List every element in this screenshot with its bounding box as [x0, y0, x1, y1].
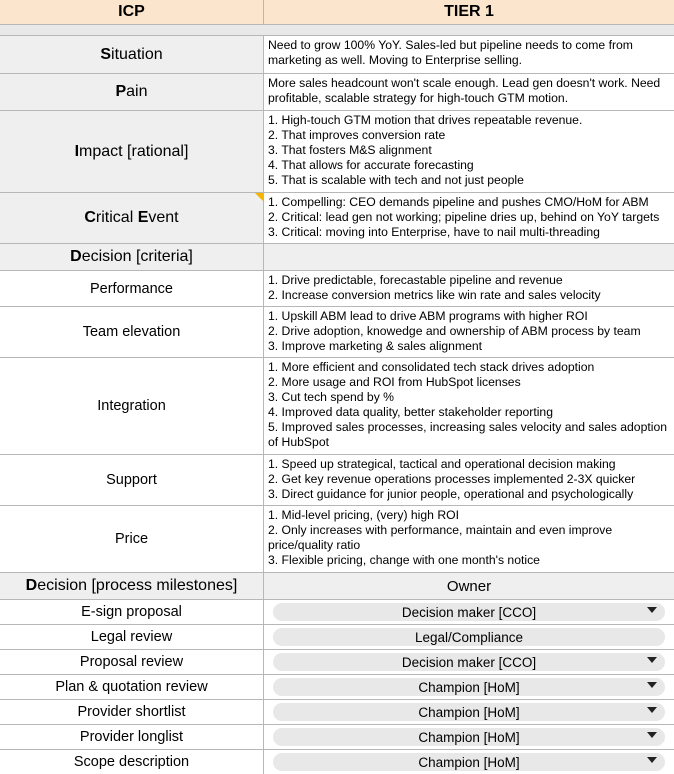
milestone-label[interactable]: Provider longlist [0, 725, 264, 750]
milestone-label[interactable]: Proposal review [0, 650, 264, 675]
decision-criteria-row[interactable] [0, 244, 674, 271]
criteria-row-price[interactable] [0, 506, 674, 573]
owner-cell[interactable] [264, 650, 674, 675]
situation-label[interactable]: Situation [0, 36, 264, 74]
criteria-row-integration[interactable] [0, 358, 674, 455]
criteria-text[interactable]: 1. Drive predictable, forecastable pipeline and revenue 2. Increase conversion metrics like win rate and sales velocity [264, 271, 674, 307]
criteria-label[interactable]: Team elevation [0, 307, 264, 358]
owner-cell[interactable] [264, 625, 674, 650]
critical-event-label[interactable]: Critical Event [0, 193, 264, 244]
owner-header[interactable]: Owner [264, 573, 674, 600]
impact-text[interactable]: 1. High-touch GTM motion that drives repeatable revenue. 2. That improves conversion rate 3. That fosters M&S alignment 4. That allows for accurate forecasting 5. That is scalable with tech and not just people [264, 111, 674, 193]
owner-cell[interactable] [264, 700, 674, 725]
header-row [0, 0, 674, 25]
dropdown-arrow-icon[interactable] [647, 682, 657, 688]
criteria-label[interactable]: Integration [0, 358, 264, 455]
criteria-text[interactable]: 1. Speed up strategical, tactical and operational decision making 2. Get key revenue operations processes implemented 2-3X quicker 3. Direct guidance for junior people, operational and psychologically [264, 455, 674, 506]
owner-cell[interactable] [264, 750, 674, 774]
criteria-text[interactable]: 1. Upskill ABM lead to drive ABM programs with higher ROI 2. Drive adoption, knowedge and ownership of ABM process by team 3. Improve marketing & sales alignment [264, 307, 674, 358]
milestone-row[interactable] [0, 675, 674, 700]
criteria-text[interactable]: 1. More efficient and consolidated tech stack drives adoption 2. More usage and ROI from HubSpot licenses 3. Cut tech spend by % 4. Improved data quality, better stakeholder reporting 5. Improved sales processes, increasing sales velocity and sales adoption of HubSpot [264, 358, 674, 455]
milestone-label[interactable]: Plan & quotation review [0, 675, 264, 700]
owner-cell[interactable] [264, 725, 674, 750]
criteria-row-team-elevation[interactable] [0, 307, 674, 358]
comment-marker-icon[interactable] [255, 193, 263, 201]
critical-event-text[interactable]: 1. Compelling: CEO demands pipeline and pushes CMO/HoM for ABM 2. Critical: lead gen not working; pipeline dries up, behind on YoY targets 3. Critical: moving into Enterprise, have to nail multi-threading [264, 193, 674, 244]
owner-cell[interactable] [264, 675, 674, 700]
pain-label[interactable]: Pain [0, 74, 264, 111]
dropdown-arrow-icon[interactable] [647, 657, 657, 663]
impact-label[interactable]: Impact [rational] [0, 111, 264, 193]
pain-row[interactable] [0, 74, 674, 111]
criteria-label[interactable]: Price [0, 506, 264, 573]
header-tier1[interactable]: TIER 1 [264, 0, 674, 25]
header-icp[interactable]: ICP [0, 0, 264, 25]
impact-row[interactable] [0, 111, 674, 193]
milestone-row[interactable] [0, 700, 674, 725]
pain-text[interactable]: More sales headcount won't scale enough. Lead gen doesn't work. Need profitable, scalable strategy for high-touch GTM motion. [264, 74, 674, 111]
dropdown-arrow-icon[interactable] [647, 607, 657, 613]
criteria-row-performance[interactable] [0, 271, 674, 307]
owner-dropdown[interactable]: Champion [HoM] [273, 753, 665, 771]
criteria-row-support[interactable] [0, 455, 674, 506]
milestone-label[interactable]: E-sign proposal [0, 600, 264, 625]
milestone-row[interactable] [0, 750, 674, 774]
milestone-label[interactable]: Provider shortlist [0, 700, 264, 725]
decision-criteria-value[interactable] [264, 244, 674, 271]
owner-dropdown[interactable]: Decision maker [CCO] [273, 603, 665, 621]
dropdown-arrow-icon[interactable] [647, 757, 657, 763]
criteria-text[interactable]: 1. Mid-level pricing, (very) high ROI 2. Only increases with performance, maintain and even improve price/quality ratio 3. Flexible pricing, change with one month's notice [264, 506, 674, 573]
critical-event-row[interactable] [0, 193, 674, 244]
owner-cell[interactable] [264, 600, 674, 625]
decision-criteria-label[interactable]: Decision [criteria] [0, 244, 264, 271]
milestone-row[interactable] [0, 650, 674, 675]
owner-dropdown[interactable]: Champion [HoM] [273, 703, 665, 721]
dropdown-arrow-icon[interactable] [647, 707, 657, 713]
milestone-label[interactable]: Legal review [0, 625, 264, 650]
dropdown-arrow-icon[interactable] [647, 732, 657, 738]
milestone-label[interactable]: Scope description [0, 750, 264, 774]
milestone-row[interactable] [0, 625, 674, 650]
milestone-row[interactable] [0, 600, 674, 625]
situation-text[interactable]: Need to grow 100% YoY. Sales-led but pipeline needs to come from marketing as well. Moving to Enterprise selling. [264, 36, 674, 74]
owner-dropdown[interactable]: Champion [HoM] [273, 678, 665, 696]
criteria-label[interactable]: Support [0, 455, 264, 506]
owner-dropdown[interactable]: Legal/Compliance [273, 628, 665, 646]
owner-dropdown[interactable]: Decision maker [CCO] [273, 653, 665, 671]
criteria-label[interactable]: Performance [0, 271, 264, 307]
owner-dropdown[interactable]: Champion [HoM] [273, 728, 665, 746]
situation-row[interactable] [0, 36, 674, 74]
milestones-label[interactable]: Decision [process milestones] [0, 573, 264, 600]
spacer-row [0, 25, 674, 36]
milestones-header-row[interactable] [0, 573, 674, 600]
milestone-row[interactable] [0, 725, 674, 750]
